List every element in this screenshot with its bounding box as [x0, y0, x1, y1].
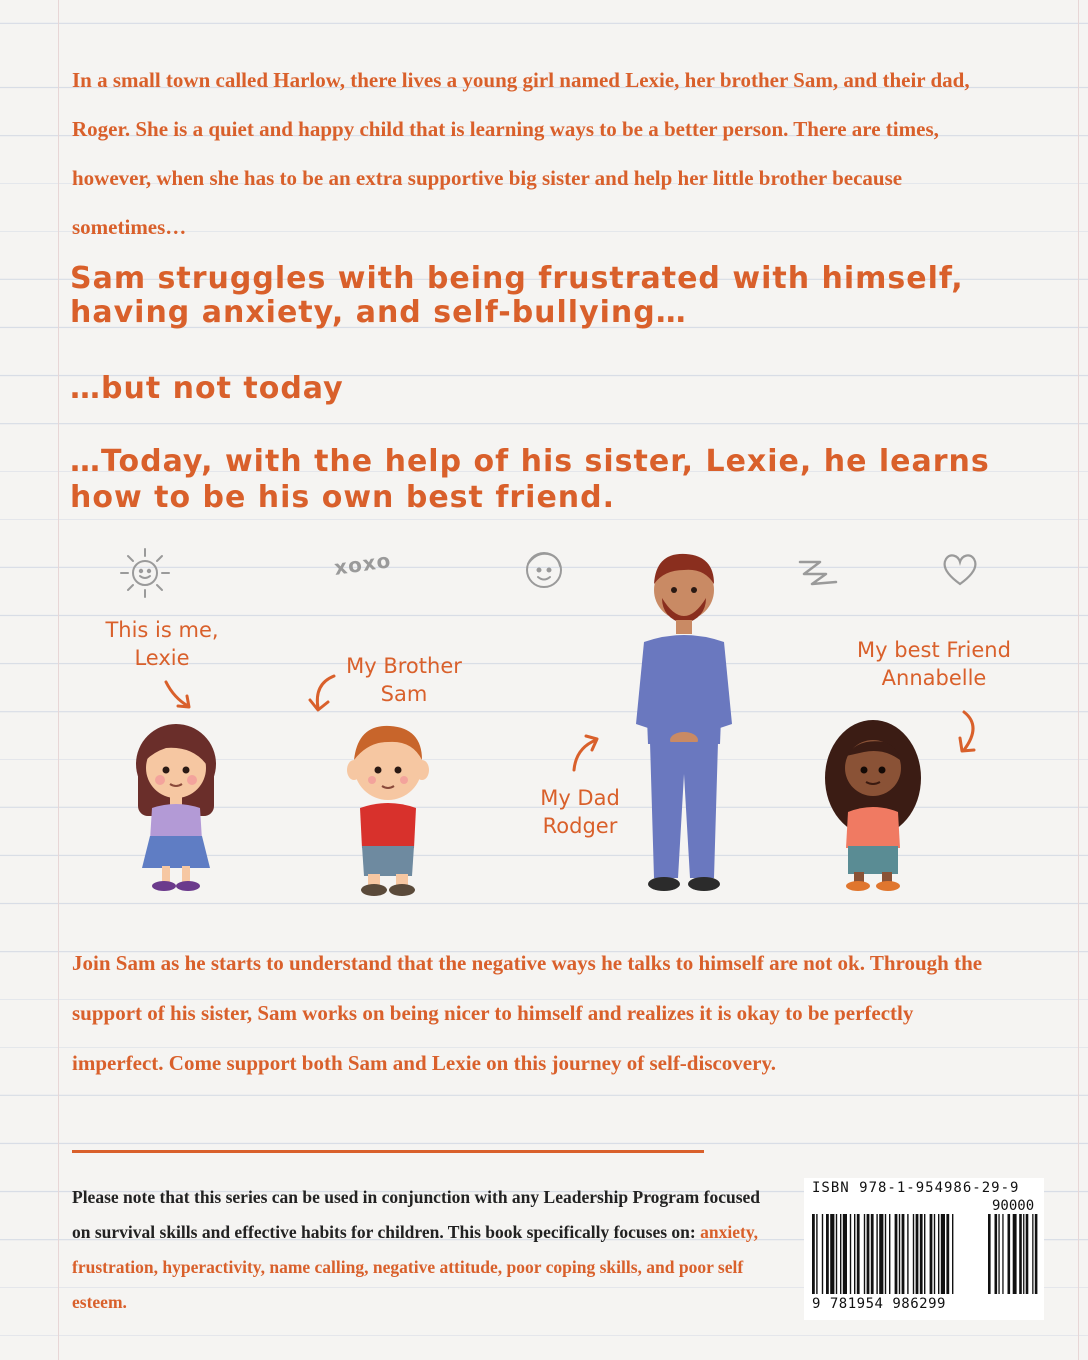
face-icon: [518, 544, 570, 596]
handwritten-line-not-today: …but not today: [70, 371, 344, 406]
barcode-bar: [854, 1214, 855, 1294]
barcode-bar: [857, 1214, 860, 1294]
barcode-bar: [930, 1214, 933, 1294]
dad-label-line1: My Dad: [540, 786, 620, 810]
divider-rule: [72, 1150, 704, 1153]
barcode-addon-bar: [998, 1214, 999, 1294]
lexie-illustration: [126, 716, 226, 896]
handwritten-line-struggles: Sam struggles with being frustrated with himself, having anxiety, and self-bullying…: [70, 261, 964, 330]
series-note-text: Please note that this series can be used in conjunction with any Leadership Program focused on survival skills and effective habits for children. This book specifically focuses on:: [72, 1187, 761, 1242]
barcode-bar: [924, 1214, 925, 1294]
price-code-text: 90000: [992, 1198, 1035, 1214]
sam-arrow-icon: [306, 670, 342, 718]
barcode-bar: [867, 1214, 870, 1294]
sun-icon: [118, 546, 172, 600]
barcode-number: 9 781954 986299: [812, 1296, 946, 1312]
lexie-label: [94, 616, 230, 672]
squiggle-doodle: [796, 556, 840, 588]
barcode-bar: [816, 1214, 817, 1294]
barcode-addon-bar: [988, 1214, 991, 1294]
barcode-bar: [830, 1214, 834, 1294]
barcode-bar: [836, 1214, 837, 1294]
barcode-bar: [876, 1214, 877, 1294]
annabelle-illustration: [818, 716, 928, 896]
lexie-arrow-icon: [160, 678, 200, 714]
barcode-bar: [907, 1214, 908, 1294]
barcode-bar: [826, 1214, 829, 1294]
barcode-bar: [952, 1214, 953, 1294]
isbn-text: ISBN 978-1-954986-29-9: [812, 1180, 1020, 1196]
intro-paragraph: In a small town called Harlow, there lives a young girl named Lexie, her brother Sam, and their dad, Roger. She is a quiet and happy child that is learning ways to be a better person. There are times, however, when she has to be an extra supportive big sister and help her little brother because sometimes…: [72, 68, 970, 239]
margin-line-right: [1078, 0, 1079, 1360]
annabelle-label-line1: My best Friend: [857, 638, 1011, 662]
barcode-bar: [812, 1214, 815, 1294]
barcode-bar: [871, 1214, 874, 1294]
barcode-addon-bar: [1026, 1214, 1029, 1294]
series-note-keywords: anxiety, frustration, hyperactivity, name calling, negative attitude, poor coping skills, and poor self esteem.: [72, 1222, 758, 1312]
barcode-bar: [920, 1214, 923, 1294]
barcode-addon-bar: [1008, 1214, 1011, 1294]
barcode-addon-bar: [1035, 1214, 1038, 1294]
barcode-bar: [885, 1214, 886, 1294]
lexie-label-line1: This is me,: [105, 618, 219, 642]
barcode-bar: [840, 1214, 841, 1294]
heart-icon: [940, 550, 980, 588]
outro-paragraph: Join Sam as he starts to understand that the negative ways he talks to himself are not ok. Through the support of his sister, Sam works on being nicer to himself and realizes it is okay to be perfectly imperfect. Come support both Sam and Lexie on this journey of self-discovery.: [72, 951, 983, 1075]
dad-label: [530, 784, 630, 840]
barcode-bar: [934, 1214, 935, 1294]
sam-illustration: [338, 712, 438, 902]
barcode-bar: [902, 1214, 905, 1294]
barcode-bar: [938, 1214, 939, 1294]
barcode-addon-bar: [995, 1214, 998, 1294]
barcode-bar: [850, 1214, 851, 1294]
barcode-bar: [843, 1214, 847, 1294]
handwritten-line-best-friend: …Today, with the help of his sister, Lexie, he learns how to be his own best friend.: [70, 444, 990, 515]
barcode-bar: [913, 1214, 914, 1294]
barcode-bar: [889, 1214, 890, 1294]
lexie-label-line2: Lexie: [134, 646, 190, 670]
margin-line-left: [58, 0, 59, 1360]
barcode-bar: [899, 1214, 900, 1294]
barcode-addon-bar: [1023, 1214, 1024, 1294]
barcode-addon-bar: [1019, 1214, 1022, 1294]
barcode-bar: [879, 1214, 883, 1294]
barcode-addon-bar: [1032, 1214, 1033, 1294]
barcode-addon-bar: [1013, 1214, 1017, 1294]
dad-arrow-icon: [566, 730, 606, 774]
barcode-bars: [812, 1214, 1038, 1296]
barcode-bar: [946, 1214, 949, 1294]
barcode-bar: [864, 1214, 865, 1294]
barcode-bar: [916, 1214, 919, 1294]
barcode-addon-bar: [1002, 1214, 1003, 1294]
sam-label: [336, 652, 472, 708]
xoxo-doodle: xoxo: [332, 548, 393, 580]
sam-label-line1: My Brother: [346, 654, 462, 678]
barcode-bar: [895, 1214, 898, 1294]
barcode-bar: [941, 1214, 945, 1294]
annabelle-label-line2: Annabelle: [881, 666, 987, 690]
barcode-bar: [822, 1214, 823, 1294]
annabelle-label: [846, 636, 1022, 692]
sam-label-line2: Sam: [380, 682, 428, 706]
dad-label-line2: Rodger: [542, 814, 618, 838]
series-note: [72, 1180, 772, 1320]
annabelle-arrow-icon: [950, 706, 990, 756]
dad-illustration: [634, 544, 734, 900]
